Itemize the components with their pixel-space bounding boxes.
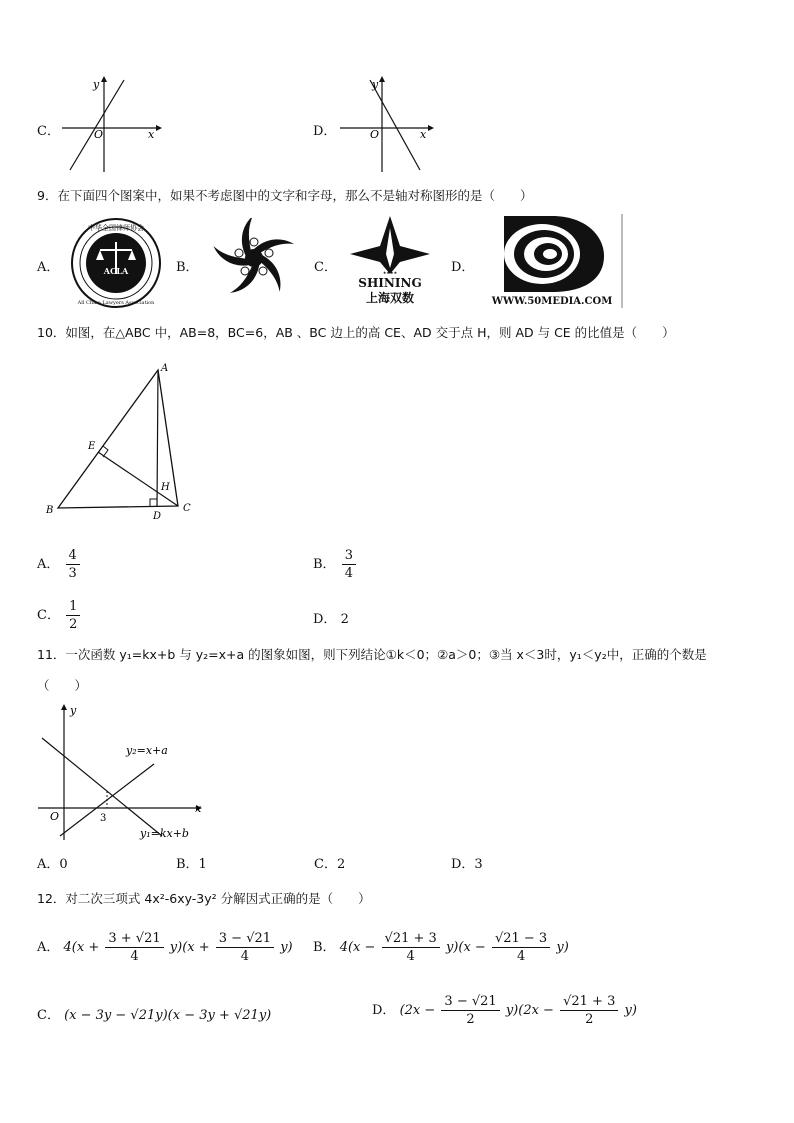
label-h: H	[161, 482, 170, 493]
brand-name-cn: 上海双数	[365, 291, 415, 305]
denominator: 2	[69, 617, 78, 632]
numerator: 1	[66, 598, 80, 616]
numerator: 3 − √21	[216, 930, 274, 948]
q10-option-c	[37, 598, 82, 633]
denominator: 2	[585, 1012, 594, 1027]
q9-option-a-label: A．	[37, 260, 60, 275]
option-label: D．	[372, 1003, 396, 1018]
origin-label: O	[94, 128, 104, 141]
altitude-ad	[157, 370, 158, 507]
expr-part: 4(x −	[339, 940, 376, 955]
q12-stem: 12．对二次三项式 4x²-6xy-3y² 分解因式正确的是（ ）	[37, 891, 371, 906]
seal-bottom-text: All China Lawyers Association	[77, 300, 155, 306]
denominator: 4	[130, 949, 139, 964]
option-label: A．	[37, 940, 60, 955]
expr-part: y)	[556, 940, 569, 955]
label-a: A	[161, 363, 169, 374]
q8-option-c-graph	[58, 74, 168, 174]
option-label: C．	[37, 1008, 60, 1023]
q11-option-b: B．1	[176, 857, 207, 872]
option-label: A．	[37, 557, 60, 572]
fraction	[342, 547, 356, 582]
expr-part: 4(x +	[63, 940, 100, 955]
q8-option-d-graph	[336, 74, 446, 174]
pinwheel-icon	[211, 218, 294, 296]
fraction	[560, 993, 618, 1028]
fraction	[216, 930, 274, 965]
q9-option-b-label: B．	[176, 260, 199, 275]
q10-option-d	[313, 608, 349, 627]
numerator: 3	[342, 547, 356, 565]
label-d: D	[153, 511, 162, 520]
option-label: B．	[313, 557, 336, 572]
option-label: B．	[313, 940, 336, 955]
q10-triangle-figure	[40, 360, 200, 520]
q11-option-d: D．3	[451, 857, 483, 872]
triangle-abc	[58, 370, 178, 508]
q11-option-c: C．2	[314, 857, 346, 872]
line-graph	[70, 80, 124, 170]
denominator: 4	[516, 949, 526, 964]
x-arrow	[428, 125, 434, 131]
seal-mid-text: ACLA	[103, 266, 129, 276]
y-arrow	[101, 76, 107, 82]
denominator: 4	[406, 949, 415, 964]
numerator: √21 − 3	[492, 930, 550, 948]
option-label: C．	[37, 608, 60, 623]
q12-option-c	[37, 1004, 271, 1023]
denominator: 2	[466, 1012, 475, 1027]
fraction	[492, 930, 550, 965]
q9-option-b-image	[208, 218, 300, 296]
q8-option-c-label: C．	[37, 124, 60, 139]
q12-option-d	[372, 993, 637, 1028]
q12-option-b	[313, 930, 569, 965]
expr-part: y)(2x −	[505, 1003, 554, 1018]
option-value: 2	[340, 612, 349, 627]
x-label: x	[148, 128, 155, 141]
q11-stem-continued: （ ）	[37, 678, 88, 693]
line-graph	[370, 80, 420, 170]
y-label: y	[70, 704, 77, 717]
y-label: y	[372, 78, 379, 91]
denominator: 4	[240, 949, 250, 964]
right-angle-e	[103, 446, 108, 457]
q9-stem: 9．在下面四个图案中，如果不考虑图中的文字和字母，那么不是轴对称图形的是（ ）	[37, 188, 533, 203]
fraction	[382, 930, 440, 965]
numerator: √21 + 3	[560, 993, 618, 1011]
y1-label: y₁=kx+b	[140, 827, 189, 840]
origin-label: O	[370, 128, 380, 141]
q11-option-a: A．0	[37, 857, 68, 872]
label-c: C	[183, 503, 191, 514]
fraction	[105, 930, 163, 965]
seal-top-text: 中华全国律师协会	[88, 224, 144, 232]
fraction	[441, 993, 499, 1028]
expr-part: y)(x −	[445, 940, 486, 955]
y2-label: y₂=x+a	[126, 744, 168, 757]
expr: (x − 3y − √21y)(x − 3y + √21y)	[64, 1008, 272, 1023]
q10-stem: 10．如图，在△ABC 中，AB=8，BC=6，AB 、BC 边上的高 CE、AD 交于点 H，则 AD 与 CE 的比值是（ ）	[37, 325, 675, 340]
q9-option-a-image	[64, 216, 168, 310]
denominator: 4	[344, 566, 353, 581]
label-e: E	[88, 441, 96, 452]
option-label: D．	[313, 612, 337, 627]
site-text: WWW.50MEDIA.COM	[491, 296, 613, 307]
q9-option-d-image	[482, 212, 624, 310]
q9-option-c-label: C．	[314, 260, 337, 275]
numerator: √21 + 3	[382, 930, 440, 948]
expr-part: y)	[624, 1003, 637, 1018]
q9-option-c-image	[344, 214, 436, 306]
x-label: x	[195, 802, 202, 815]
q9-option-d-label: D．	[451, 260, 475, 275]
expr-part: y)	[280, 940, 293, 955]
y-arrow	[379, 76, 385, 82]
fraction	[66, 598, 80, 633]
numerator: 3 + √21	[105, 930, 163, 948]
expr-part: y)(x +	[169, 940, 210, 955]
brand-name: SHINING	[358, 276, 422, 290]
fraction	[66, 547, 80, 582]
y-arrow	[61, 704, 67, 710]
q10-option-a	[37, 547, 82, 582]
x-arrow	[156, 125, 162, 131]
altitude-ce	[98, 452, 178, 506]
stars-row: ★★★★	[382, 270, 398, 275]
y-label: y	[93, 78, 100, 91]
expr-part: (2x −	[399, 1003, 436, 1018]
q11-graph	[34, 700, 214, 846]
label-b: B	[46, 505, 54, 516]
origin-label: O	[50, 810, 60, 823]
q12-option-a	[37, 930, 293, 965]
q8-option-d-label: D．	[313, 124, 337, 139]
q11-stem: 11．一次函数 y₁=kx+b 与 y₂=x+a 的图象如图，则下列结论①k＜0；②a＞0；③当 x＜3时，y₁＜y₂中，正确的个数是	[37, 647, 707, 662]
denominator: 3	[68, 566, 77, 581]
q10-option-b	[313, 547, 358, 582]
x-tick-3: 3	[100, 813, 107, 824]
numerator: 4	[66, 547, 80, 565]
numerator: 3 − √21	[441, 993, 499, 1011]
x-label: x	[420, 128, 427, 141]
